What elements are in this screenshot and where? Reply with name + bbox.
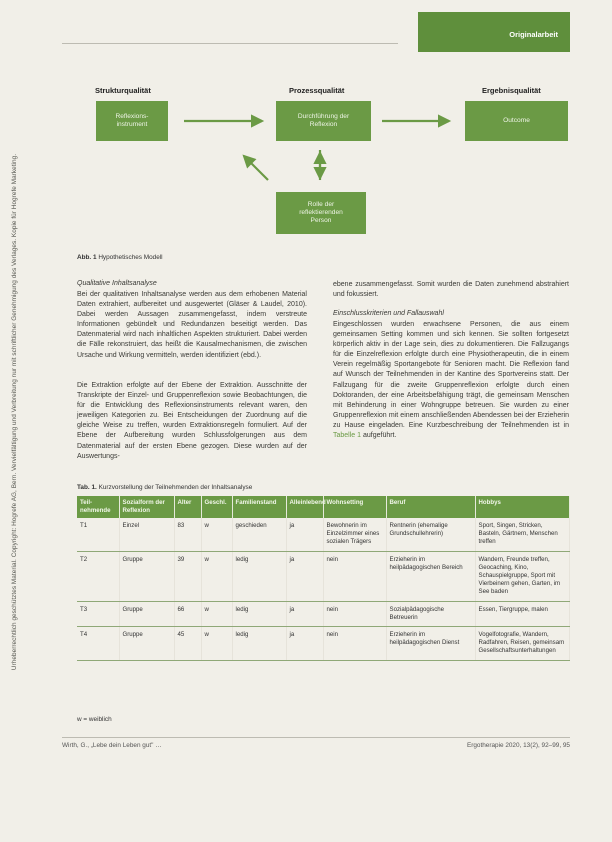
table-cell: 83 (174, 518, 201, 551)
right-paragraph-2 (333, 320, 569, 441)
table-cell: nein (323, 551, 386, 601)
right-subheading: Einschlusskriterien und Fallauswahl (333, 310, 444, 317)
section-banner: Originalarbeit (418, 12, 570, 52)
table-caption-text: Kurzvorstellung der Teilnehmenden der Inhaltsanalyse (98, 484, 253, 491)
table-cell: T3 (77, 601, 119, 626)
table-cell: 39 (174, 551, 201, 601)
table-cell: w (201, 551, 232, 601)
table-row (77, 627, 569, 661)
table-cell: w (201, 518, 232, 551)
footer-rule (62, 737, 570, 738)
participants-table (77, 496, 570, 661)
table-header-cell: Alter (174, 496, 201, 518)
table-cell: Sozialpädagogische Betreuerin (386, 601, 475, 626)
box-rolle-person: Rolle der reflektierenden Person (276, 192, 366, 234)
table-cell: ja (286, 627, 323, 661)
table-header-cell: Familienstand (232, 496, 286, 518)
table-header-cell: Teil-nehmende (77, 496, 119, 518)
left-paragraph-1: Bei der qualitativen Inhaltsanalyse werden aus dem erhobenen Material Daten extrahiert, aufbereitet und ausgewertet (Gläser & Laudel, 2010). Dabei werden Aussagen zusammengefasst, indem verstreute Informationen gebündelt und Redundanzen beseitigt werden. Das Datenmaterial wird nach inhaltlichen Aspekten strukturiert. Dabei werden die Fälle rekonstruiert, das heißt die Kausalmechanismen, die zwischen Ursache und Wirkung vermitteln, werden identifiziert (ebd.). (77, 291, 307, 359)
table-cell: 45 (174, 627, 201, 661)
table-cell: Essen, Tiergruppe, malen (475, 601, 569, 626)
table-header-cell: Geschl. (201, 496, 232, 518)
figure-caption-label: Abb. 1 (77, 254, 97, 261)
table-cell: Einzel (119, 518, 174, 551)
table-cell: Gruppe (119, 551, 174, 601)
table-header-cell: Wohnsetting (323, 496, 386, 518)
table-row (77, 518, 569, 551)
table-cell: T1 (77, 518, 119, 551)
table-cell: geschieden (232, 518, 286, 551)
table-caption-label: Tab. 1. (77, 484, 97, 491)
column-title-prozess: Prozessqualität (289, 86, 345, 95)
table-cell: Gruppe (119, 601, 174, 626)
box-durchfuehrung: Durchführung der Reflexion (276, 101, 371, 141)
footer-journal: Ergotherapie 2020, 13(2), 92–99, 95 (466, 742, 570, 749)
table-cell: ja (286, 601, 323, 626)
box-reflexionsinstrument: Reflexions- instrument (96, 101, 168, 141)
figure-caption (77, 254, 163, 261)
table-caption (77, 484, 252, 491)
table-note: w = weiblich (77, 716, 112, 723)
table-cell: w (201, 627, 232, 661)
table-cell: Wandern, Freunde treffen, Geocaching, Kino, Schauspielgruppe, Sport mit Vierbeinern gehen, Garten, im See baden (475, 551, 569, 601)
table-cell: Erzieherin im heilpädagogischen Bereich (386, 551, 475, 601)
right-paragraph-2-text: Eingeschlossen wurden erwachsene Personen, die aus einem gemeinsamen Setting kommen und sich kennen. Sie sollten fortgesetzt körperlich aktiv in der Lage sein, dies zu dokumentieren. Die Fallzugangs für die Einzelreflexion erfolgte durch eine Physiotherapeutin, die in einem Verein regelmäßig Sportangebote für Senioren macht. Die Reflexion fand auf Wunsch der Teilnehmenden in der Kantine des Sportvereins statt. Der Fallzugang für die zweite Gruppenreflexion erfolgte durch einen Doktoranden, der eine Arbeitsbefähigung trägt, die gemeinsam Menschen mit Behinderung in einer Wohngruppe betreuen. Sie wurden zu einer Gruppenreflexion mit einem anschließenden Abendessen bei der Erzieherin zu Hause eingeladen. Eine Kurzbeschreibung der Teilnehmenden ist in (333, 321, 569, 429)
table-cell: nein (323, 601, 386, 626)
table-cell: Gruppe (119, 627, 174, 661)
left-paragraph-2: Die Extraktion erfolgte auf der Ebene der Extraktion. Ausschnitte der Transkripte der Einzel- und Gruppenreflexion sowie Beobachtungen, die für die Entwicklung des Reflexionsinstruments relevant waren, den jeweiligen Kategorien zu. Bei Entscheidungen der Zuordnung auf die gleiche Weise zu treffen, wurden Extraktionsregeln formuliert. Auf der Ebene der Aufbereitung wurden Schlussfolgerungen aus dem Datenmaterial auf der ersten Ebene gezogen. Diese wurden auf der Auswertungs- (77, 382, 307, 460)
table-cell: T4 (77, 627, 119, 661)
right-paragraph-1: ebene zusammengefasst. Somit wurden die Daten zunehmend abstrahiert und fokussiert. (333, 281, 569, 299)
table-cell: Erzieherin im heilpädagogischen Dienst (386, 627, 475, 661)
box-outcome: Outcome (465, 101, 568, 141)
table-header-cell: Beruf (386, 496, 475, 518)
table-cell: nein (323, 627, 386, 661)
table-cell: ledig (232, 551, 286, 601)
table-header-cell: Hobbys (475, 496, 569, 518)
table-cell: Bewohnerin im Einzelzimmer eines sozialen Trägers (323, 518, 386, 551)
table-cell: 66 (174, 601, 201, 626)
column-title-struktur: Strukturqualität (95, 86, 151, 95)
table-cell: w (201, 601, 232, 626)
footer-citation: Wirth, G., „Lebe dein Leben gut" … (62, 742, 162, 749)
arrow-rolle-struktur (244, 156, 268, 180)
table-cell: T2 (77, 551, 119, 601)
table-cell: ledig (232, 601, 286, 626)
table-cell: ja (286, 551, 323, 601)
left-subheading: Qualitative Inhaltsanalyse (77, 280, 157, 287)
table-row (77, 551, 569, 601)
table-cell: ja (286, 518, 323, 551)
table-cell: Rentnerin (ehemalige Grundschullehrerin) (386, 518, 475, 551)
table-header-cell: Sozialform der Reflexion (119, 496, 174, 518)
figure-caption-text: Hypothetisches Modell (98, 254, 163, 261)
table-cell: Sport, Singen, Stricken, Basteln, Gärtnern, Menschen treffen (475, 518, 569, 551)
table-row (77, 601, 569, 626)
table-header-row (77, 496, 569, 518)
table-reference-link[interactable]: Tabelle 1 (333, 432, 362, 440)
table-header-cell: Alleinlebend (286, 496, 323, 518)
table-cell: Vogelfotografie, Wandern, Radfahren, Reisen, gemeinsam Gesellschaftsunterhaltungen (475, 627, 569, 661)
column-title-ergebnis: Ergebnisqualität (482, 86, 541, 95)
copyright-side-text: Urheberrechtlich geschütztes Material. Copyright: Hogrefe AG, Bern. Vervielfältigung und Verbreitung nur mit schriftlicher Genehmigung des Verlages. Kopie für Hogrefe Marketing. (11, 153, 18, 671)
table-cell: ledig (232, 627, 286, 661)
right-paragraph-2-tail: aufgeführt. (361, 432, 397, 440)
